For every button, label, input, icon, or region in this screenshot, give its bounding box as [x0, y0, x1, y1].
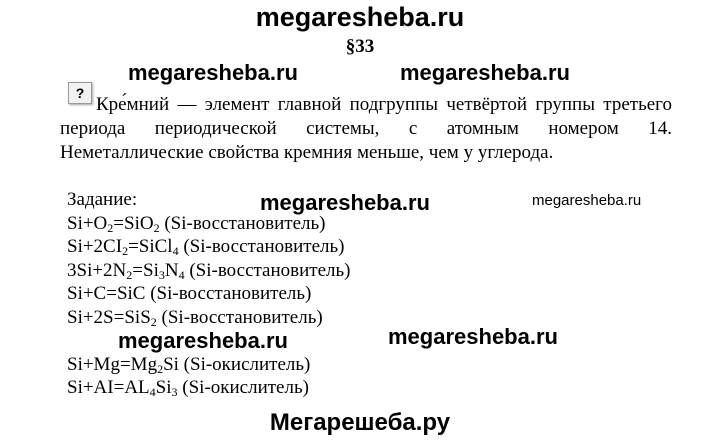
watermark-right: megaresheba.ru [400, 60, 570, 85]
reaction-list-a [67, 212, 351, 330]
subscript: 2 [153, 220, 160, 235]
reaction-text: (Si-восстановитель) [178, 236, 345, 257]
reaction-text: Si+C=SiC (Si-восстановитель) [67, 283, 312, 304]
subscript: 3 [171, 385, 178, 399]
subscript: 2 [107, 220, 114, 235]
watermark-top: megaresheba.ru [255, 2, 465, 32]
subscript: 2 [126, 267, 133, 282]
reaction-line [67, 353, 351, 377]
subscript: 2 [150, 314, 157, 329]
question-icon[interactable]: ? [68, 82, 92, 104]
reaction-text: (Si-окислитель) [177, 377, 309, 398]
reaction-text: N [164, 259, 179, 281]
watermark-middle: megaresheba.ru [260, 190, 430, 215]
reaction-text: Si (Si-окислитель) [163, 353, 311, 375]
reaction-text: Si+2S=SiS [67, 306, 151, 328]
reaction-line [67, 235, 351, 259]
subscript: 2 [122, 244, 129, 258]
task-block [67, 188, 351, 400]
reaction-text: Si [155, 377, 172, 398]
reaction-line [67, 282, 351, 306]
reaction-text: Si+O [67, 212, 108, 234]
reaction-text: Si+2CI [67, 236, 123, 257]
section-number: §33 [345, 36, 375, 57]
task-label: Задание: [67, 189, 138, 210]
reaction-line [67, 306, 351, 330]
reaction-text: (Si-восстановитель) [184, 259, 351, 281]
reaction-text: =Si [132, 259, 159, 281]
reaction-list-b [67, 353, 351, 400]
watermark-lower-right: megaresheba.ru [388, 324, 558, 349]
watermark-left: megaresheba.ru [128, 60, 298, 85]
watermark-small: megaresheba.ru [532, 192, 642, 209]
reaction-line [67, 259, 351, 283]
reaction-text: (Si-восстановитель) [159, 212, 326, 234]
reaction-text: Si+Mg=Mg [67, 353, 158, 375]
reaction-text: 3Si+2N [67, 259, 127, 281]
subscript: 4 [178, 267, 185, 282]
reaction-line [67, 376, 351, 400]
subscript: 2 [157, 361, 164, 376]
reaction-text: Si+AI=AL [67, 377, 150, 398]
watermark-lower-left: megaresheba.ru [118, 328, 288, 353]
subscript: 4 [172, 244, 179, 258]
subscript: 4 [149, 385, 156, 399]
subscript: 3 [158, 267, 165, 282]
reaction-text: (Si-восстановитель) [156, 306, 323, 328]
watermark-bottom: Мегарешеба.ру [269, 409, 451, 436]
reaction-text: =SiCl [128, 236, 173, 257]
answer-paragraph [60, 93, 672, 165]
reaction-text: =SiO [113, 212, 154, 234]
paragraph-text: Кре́мний — элемент главной подгруппы четвёртой группы третьего периода периодической системы, с атомным номером 14. Неметаллические свойства кремния меньше, чем у углерода. [60, 94, 672, 163]
